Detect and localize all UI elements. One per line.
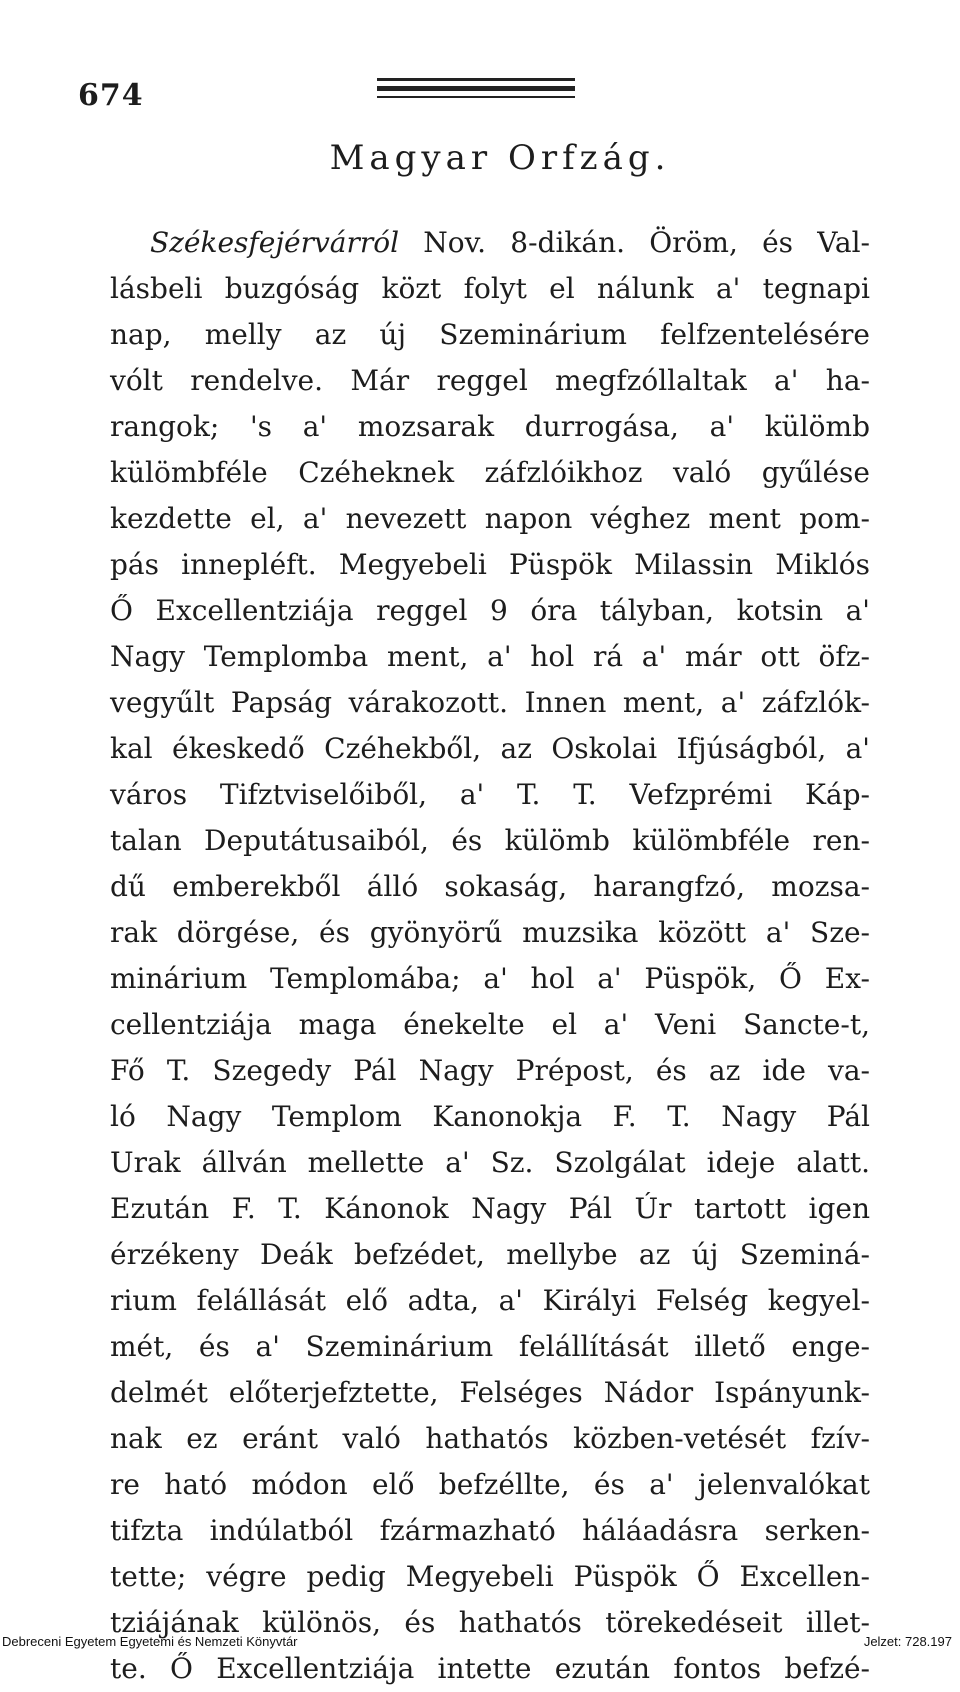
text-line: rak dörgése, és gyönyörű muzsika között a' Sze- [110,916,870,949]
header-rule-top [377,78,575,81]
page-number: 674 [78,78,144,113]
text-line: dű emberekből álló sokaság, harangfzó, mozsa- [110,870,870,903]
text-line: tette; végre pedig Megyebeli Püspök Ő Excellen- [110,1560,870,1593]
text-line: minárium Templomába; a' hol a' Püspök, Ő Ex- [110,962,870,995]
text-line: vegyűlt Papság várakozott. Innen ment, a' záfzlók- [110,686,870,719]
text-line: kal ékeskedő Czéhekből, az Oskolai Ifjúságból, a' [110,732,870,765]
text-line: ló Nagy Templom Kanonokja F. T. Nagy Pál [110,1100,870,1133]
text-line: re ható módon elő befzéllte, és a' jelenvalókat [110,1468,870,1501]
article-first-line [110,220,870,266]
text-line: érzékeny Deák befzédet, mellybe az új Szeminá- [110,1238,870,1271]
text-line: te. Ő Excellentziája intette ezután fontos befzé- [110,1652,870,1685]
shelfmark: Jelzet: 728.197 [863,1634,952,1649]
text-line: talan Deputátusaiból, és külömb külömbféle ren- [110,824,870,857]
header-rule-middle [377,86,575,91]
text-line: pás innepléft. Megyebeli Püspök Milassin Miklós [110,548,870,581]
dateline-rest: Nov. 8-dikán. Öröm, és Val- [423,226,870,259]
text-line: nap, melly az új Szeminárium felfzentelésére [110,318,870,351]
text-line: Ezután F. T. Kánonok Nagy Pál Úr tartott igen [110,1192,870,1225]
text-line: város Tifztviselőiből, a' T. T. Vefzprémi Káp- [110,778,870,811]
text-line: tziájának különös, és hathatós törekedéseit illet- [110,1606,870,1639]
text-line: Fő T. Szegedy Pál Nagy Prépost, és az ide va- [110,1054,870,1087]
text-line: kezdette el, a' nevezett napon véghez ment pom- [110,502,870,535]
text-line: külömbféle Czéheknek záfzlóikhoz való gyűlése [110,456,870,489]
section-heading: Magyar Orfzág. [329,138,671,178]
text-line: Ő Excellentziája reggel 9 óra tályban, kotsin a' [110,594,870,627]
article-body [110,220,870,1692]
text-line: rium felállását elő adta, a' Királyi Felség kegyel- [110,1284,870,1317]
text-line: rangok; 's a' mozsarak durrogása, a' külömb [110,410,870,443]
text-line: lásbeli buzgóság közt folyt el nálunk a' tegnapi [110,272,870,305]
text-line: Nagy Templomba ment, a' hol rá a' már ott öfz- [110,640,870,673]
dateline-place: Székesfejérvárról [150,226,400,259]
text-line: mét, és a' Szeminárium felállítását illető enge- [110,1330,870,1363]
library-credit: Debreceni Egyetem Egyetemi és Nemzeti Könyvtár [2,1634,298,1649]
text-line: nak ez eránt való hathatós közben-vetését fzív- [110,1422,870,1455]
header-rule-bottom [377,96,575,98]
text-line: cellentziája maga énekelte el a' Veni Sancte-t, [110,1008,870,1041]
text-line: Urak állván mellette a' Sz. Szolgálat ideje alatt. [110,1146,870,1179]
text-line: delmét előterjefztette, Felséges Nádor Ispányunk- [110,1376,870,1409]
text-line: tifzta indúlatból fzármazható háláadásra serken- [110,1514,870,1547]
text-line: vólt rendelve. Már reggel megfzóllaltak a' ha- [110,364,870,397]
